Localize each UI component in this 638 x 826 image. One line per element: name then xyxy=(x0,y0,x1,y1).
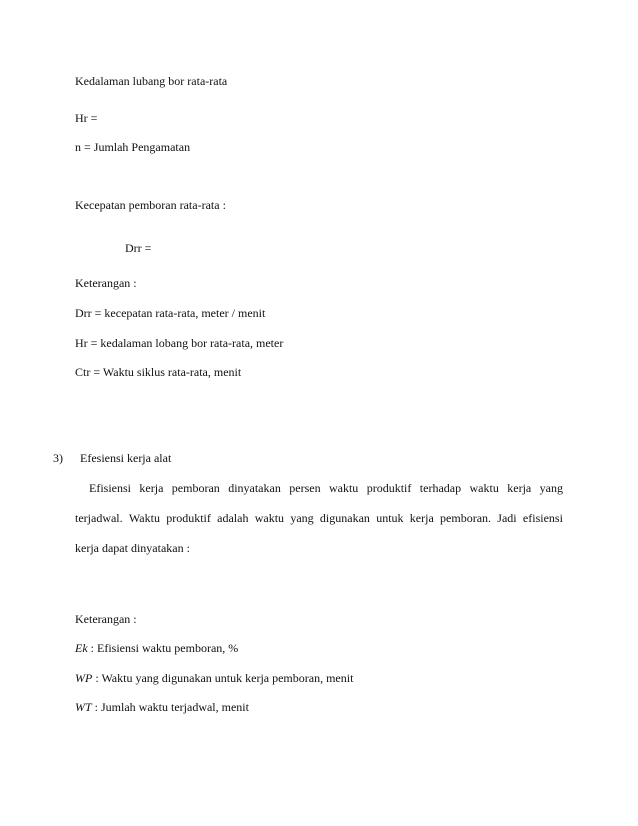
para_line1-word: waktu xyxy=(328,481,359,495)
paragraph-line-2 xyxy=(75,511,563,525)
para_line1-word: kerja xyxy=(507,481,532,495)
hr-formula-label: Hr = xyxy=(75,111,98,125)
section-title: Efesiensi kerja alat xyxy=(80,451,172,465)
n-definition: n = Jumlah Pengamatan xyxy=(75,140,191,154)
ek-description: : Efisiensi waktu pemboran, % xyxy=(87,641,239,655)
para_line1-word: yang xyxy=(539,481,563,495)
avg-depth-heading: Kedalaman lubang bor rata-rata xyxy=(75,74,228,88)
para_line2-word: pemboran. xyxy=(440,511,492,525)
keterangan-item-drr: Drr = kecepatan rata-rata, meter / menit xyxy=(75,306,266,320)
para_line2-word: waktu xyxy=(254,511,285,525)
avg-drilling-speed-heading: Kecepatan pemboran rata-rata : xyxy=(75,198,226,212)
keterangan-heading-2: Keterangan : xyxy=(75,612,137,626)
para_line1-word: Efisiensi xyxy=(89,481,131,495)
keterangan-item-wt xyxy=(75,700,249,714)
wp-description: : Waktu yang digunakan untuk kerja pemboran, menit xyxy=(92,671,354,685)
para_line1-word: terhadap xyxy=(419,481,462,495)
para_line2-word: untuk xyxy=(376,511,404,525)
para_line2-word: Waktu xyxy=(128,511,160,525)
para_line2-word: kerja xyxy=(409,511,434,525)
para_line2-word: produktif xyxy=(166,511,211,525)
ek-symbol: Ek xyxy=(75,641,88,655)
wt-symbol: WT xyxy=(75,700,92,714)
keterangan-item-ek xyxy=(75,641,238,655)
para_line2-word: adalah xyxy=(217,511,249,525)
keterangan-item-hr: Hr = kedalaman lobang bor rata-rata, meter xyxy=(75,336,284,350)
paragraph-line-3: kerja dapat dinyatakan : xyxy=(75,541,190,555)
para_line1-word: dinyatakan xyxy=(228,481,281,495)
para_line1-word: pemboran xyxy=(171,481,220,495)
para_line2-word: digunakan xyxy=(319,511,370,525)
keterangan-item-ctr: Ctr = Waktu siklus rata-rata, menit xyxy=(75,365,242,379)
para_line1-word: produktif xyxy=(366,481,412,495)
para_line1-word: waktu xyxy=(469,481,499,495)
para_line2-word: yang xyxy=(290,511,314,525)
para_line2-word: Jadi xyxy=(497,511,517,525)
wt-description: : Jumlah waktu terjadwal, menit xyxy=(91,700,249,714)
drr-formula-label: Drr = xyxy=(125,241,152,255)
para_line1-word: persen xyxy=(289,481,321,495)
paragraph-line-1 xyxy=(89,481,563,495)
para_line2-word: efisiensi xyxy=(522,511,563,525)
para_line2-word: terjadwal. xyxy=(75,511,123,525)
keterangan-item-wp xyxy=(75,671,353,685)
keterangan-heading-1: Keterangan : xyxy=(75,276,137,290)
para_line1-word: kerja xyxy=(139,481,164,495)
section-number: 3) xyxy=(53,451,63,465)
wp-symbol: WP xyxy=(75,671,93,685)
